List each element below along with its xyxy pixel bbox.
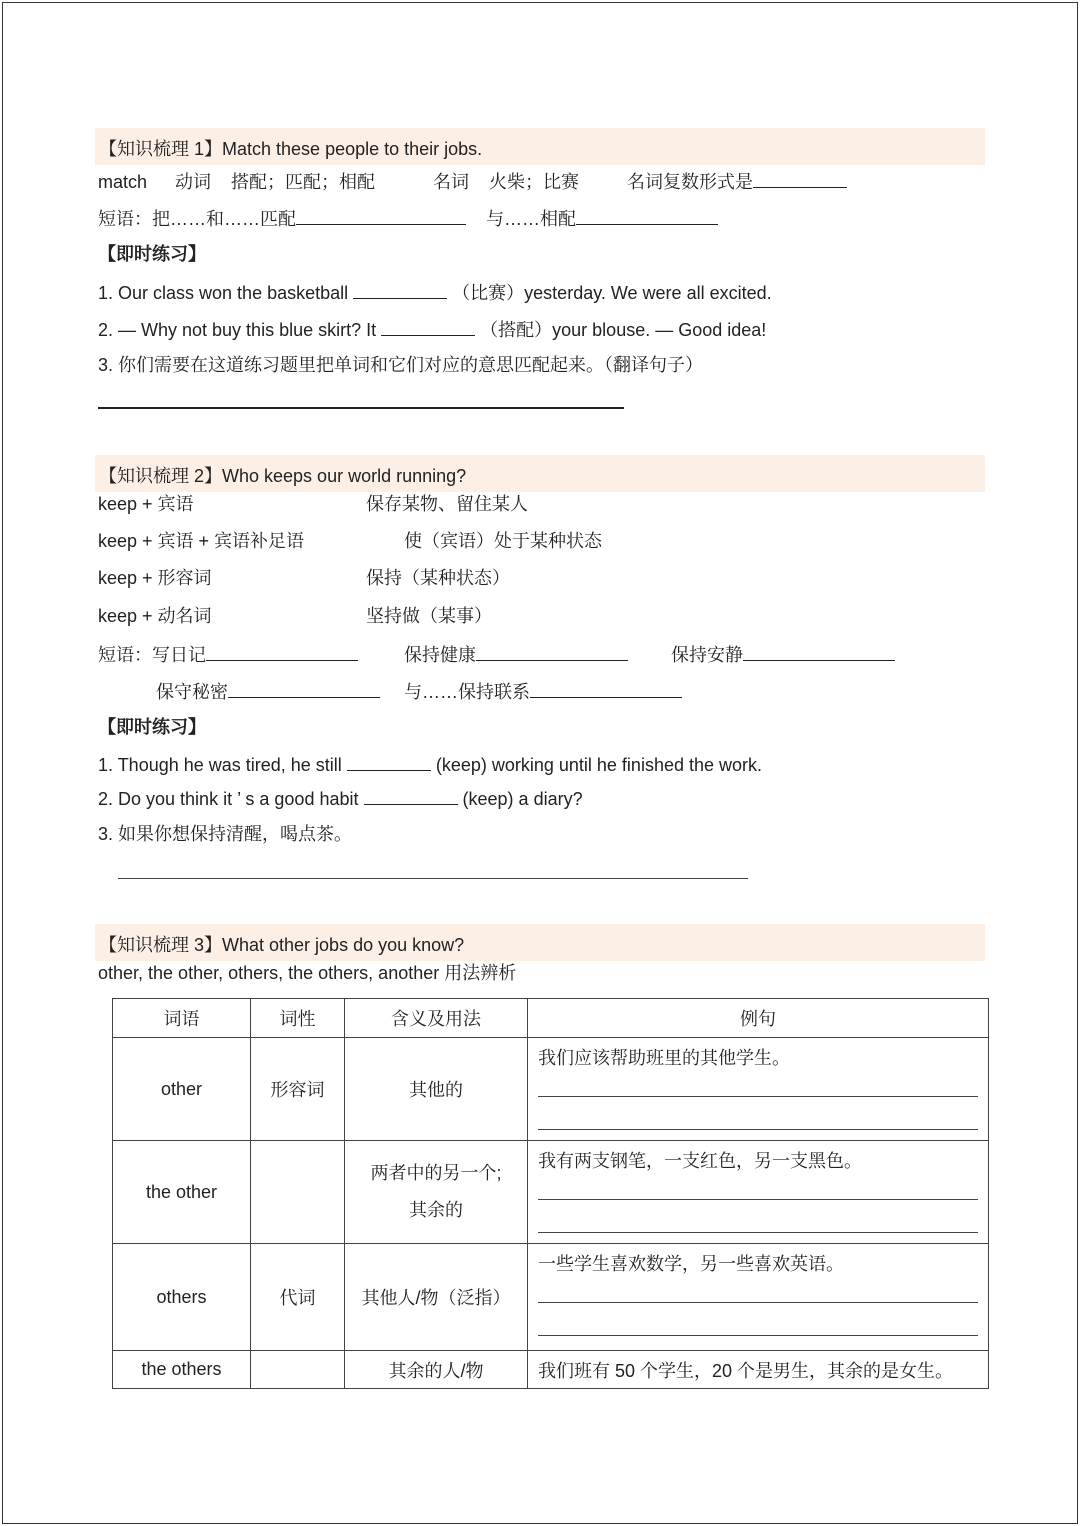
- phrase-line: 与……保持联系: [404, 679, 682, 703]
- section-2-header: [95, 455, 985, 492]
- practice-heading: 【即时练习】: [98, 717, 206, 737]
- answer-blank[interactable]: [228, 679, 380, 698]
- section-3-header: [95, 924, 985, 961]
- answer-line[interactable]: [98, 407, 624, 409]
- keep-usage-row: keep + 宾语 + 宾语补足语: [98, 531, 305, 551]
- example-cell: 一些学生喜欢数学，另一些喜欢英语。: [528, 1244, 989, 1351]
- practice-heading: 【即时练习】: [98, 244, 206, 264]
- answer-blank[interactable]: [347, 752, 431, 771]
- column-header: 含义及用法: [345, 999, 528, 1038]
- answer-line[interactable]: [538, 1173, 978, 1200]
- keep-usage-row: keep + 动名词: [98, 606, 212, 626]
- question-1: 1. Our class won the basketball （比赛）yesterday. We were all excited.: [98, 280, 772, 304]
- word-cell: the other: [113, 1141, 251, 1244]
- meaning-cell: 其他的: [345, 1038, 528, 1141]
- table-row: [113, 1141, 989, 1244]
- answer-blank[interactable]: [353, 280, 447, 299]
- phrase-line: 短语：写日记: [98, 642, 358, 666]
- answer-line[interactable]: [538, 1303, 978, 1336]
- pos-cell: [251, 1141, 345, 1244]
- meaning-cell: 两者中的另一个; 其余的: [345, 1141, 528, 1244]
- keep-usage-meaning: 使（宾语）处于某种状态: [404, 531, 602, 551]
- answer-line[interactable]: [538, 1200, 978, 1233]
- meaning-cell: 其余的人/物: [345, 1351, 528, 1389]
- pos-cell: 形容词: [251, 1038, 345, 1141]
- phrase-line: 保持健康: [404, 642, 628, 666]
- section-title: 【知识梳理 3】What other jobs do you know?: [99, 935, 465, 955]
- answer-line[interactable]: [118, 878, 748, 879]
- table-row: [113, 1244, 989, 1351]
- question-3: 3. 你们需要在这道练习题里把单词和它们对应的意思匹配起来。（翻译句子）: [98, 355, 704, 375]
- section-title: 【知识梳理 1】Match these people to their jobs.: [99, 139, 483, 159]
- column-header: 例句: [528, 999, 989, 1038]
- section-subtitle: other, the other, others, the others, another 用法辨析: [98, 963, 517, 983]
- answer-blank[interactable]: [206, 642, 358, 661]
- answer-blank[interactable]: [743, 642, 895, 661]
- keep-usage-meaning: 保存某物、留住某人: [366, 494, 528, 514]
- question-1: 1. Though he was tired, he still (keep) working until he finished the work.: [98, 752, 762, 776]
- question-2: 2. Do you think it ’ s a good habit (keep) a diary?: [98, 786, 583, 810]
- keep-usage-row: keep + 形容词: [98, 568, 212, 588]
- example-cell: 我们班有 50 个学生，20 个是男生，其余的是女生。: [528, 1351, 989, 1389]
- answer-line[interactable]: [538, 1070, 978, 1097]
- table-header-row: [113, 999, 989, 1038]
- keep-usage-row: keep + 宾语: [98, 494, 194, 514]
- answer-blank[interactable]: [296, 206, 466, 225]
- word-cell: other: [113, 1038, 251, 1141]
- phrase-line: 短语：把……和……匹配 与……相配: [98, 206, 718, 230]
- word-cell: others: [113, 1244, 251, 1351]
- answer-line[interactable]: [538, 1276, 978, 1303]
- table-row: [113, 1351, 989, 1389]
- phrase-line: 保持安静: [671, 642, 895, 666]
- meaning-cell: 其他人/物（泛指）: [345, 1244, 528, 1351]
- pos-cell: [251, 1351, 345, 1389]
- table-row: [113, 1038, 989, 1141]
- usage-table: [112, 998, 989, 1389]
- example-cell: 我们应该帮助班里的其他学生。: [528, 1038, 989, 1141]
- question-3: 3. 如果你想保持清醒，喝点茶。: [98, 824, 353, 844]
- section-title: 【知识梳理 2】Who keeps our world running?: [99, 466, 467, 486]
- section-1-header: [95, 128, 985, 165]
- pos-cell: 代词: [251, 1244, 345, 1351]
- keep-usage-meaning: 保持（某种状态）: [366, 568, 510, 588]
- answer-blank[interactable]: [530, 679, 682, 698]
- keep-usage-meaning: 坚持做（某事）: [366, 606, 492, 626]
- answer-blank[interactable]: [364, 786, 458, 805]
- column-header: 词语: [113, 999, 251, 1038]
- match-definition-line: match 动词 搭配；匹配；相配 名词 火柴；比赛 名词复数形式是: [98, 169, 847, 193]
- phrase-line: 保守秘密: [156, 679, 380, 703]
- question-2: 2. — Why not buy this blue skirt? It （搭配）your blouse. — Good idea!: [98, 317, 766, 341]
- example-cell: 我有两支钢笔，一支红色，另一支黑色。: [528, 1141, 989, 1244]
- answer-blank[interactable]: [576, 206, 718, 225]
- answer-blank[interactable]: [476, 642, 628, 661]
- answer-blank[interactable]: [753, 169, 847, 188]
- column-header: 词性: [251, 999, 345, 1038]
- answer-blank[interactable]: [381, 317, 475, 336]
- word-cell: the others: [113, 1351, 251, 1389]
- answer-line[interactable]: [538, 1097, 978, 1130]
